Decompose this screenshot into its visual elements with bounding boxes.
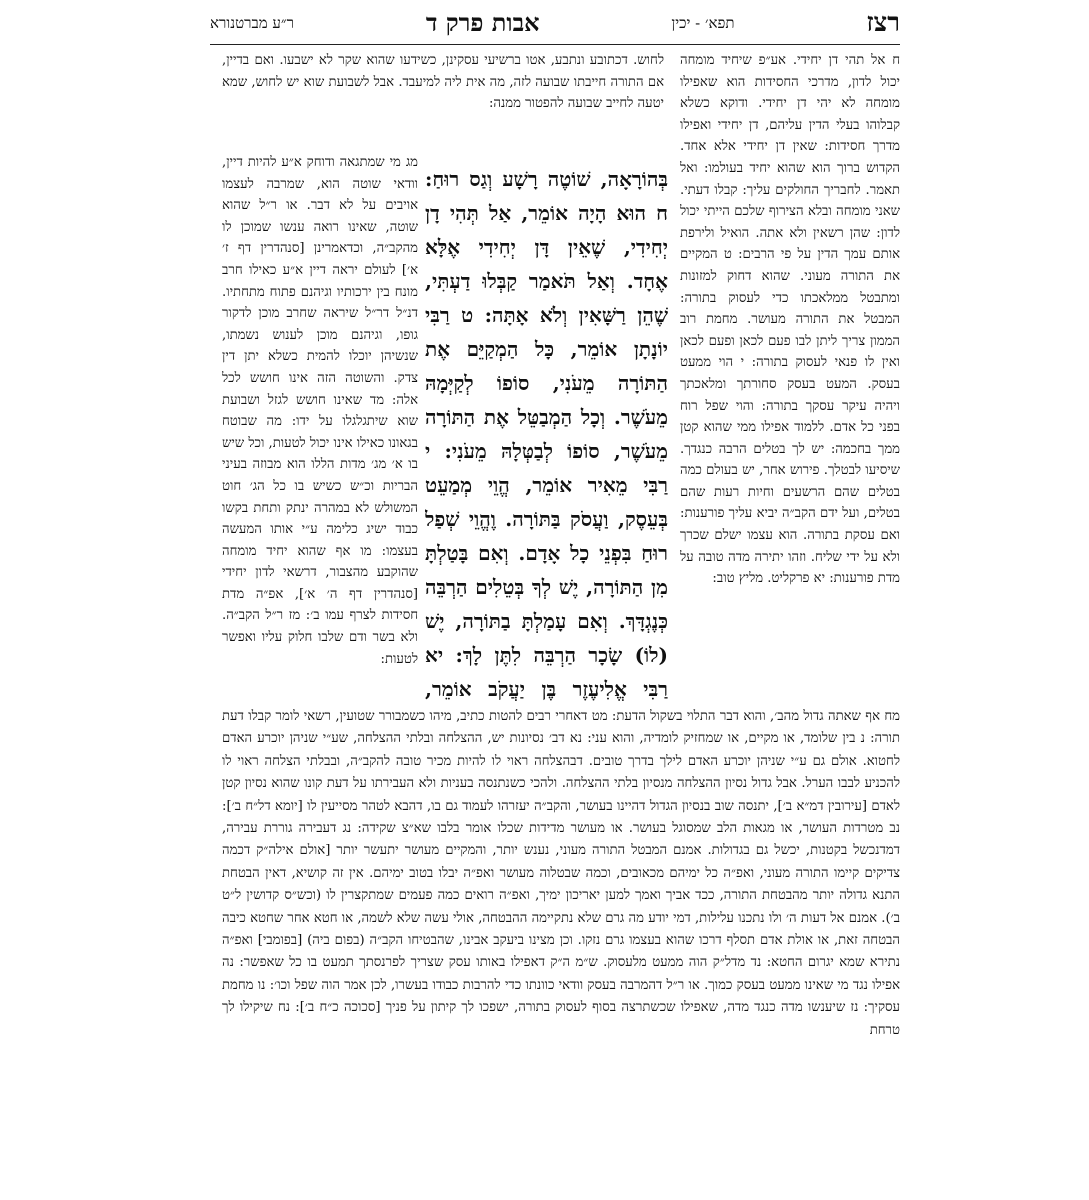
bartenura-commentary	[680, 50, 900, 710]
page-header	[210, 6, 900, 40]
page-title: אבות פרק ד	[425, 8, 540, 37]
mishnah-text: בְּהוֹרָאָה, שׁוֹטֶה רָשָׁע וְגַס רוּחַ: ח הוּא הָיָה אוֹמֵר, אַל תְּהִי דָן יְחִידִי, שֶׁאֵין דָּן יְחִידִי אֶלָּא אֶחָד. וְאַל תֹּאמַר קַבְּלוּ דַעְתִּי, שֶׁהֵן רַשָּׁאִין וְלֹא אָתָּה: ט רַבִּי יוֹנָתָן אוֹמֵר, כָּל הַמְקַיֵּם אֶת הַתּוֹרָה מֵעֹנִי, סוֹפוֹ לְקַיְּמָהּ מֵעֹשֶׁר. וְכָל הַמְבַטֵּל אֶת הַתּוֹרָה מֵעֹשֶׁר, סוֹפוֹ לְבַטְּלָהּ מֵעֹנִי: י רַבִּי מֵאִיר אוֹמֵר, הֱוֵי מְמַעֵט בְּעֵסֶק, וַעֲסֹק בַּתּוֹרָה. וֶהֱוֵי שְׁפַל רוּחַ בִּפְנֵי כָל אָדָם. וְאִם בָּטַלְתָּ מִן הַתּוֹרָה, יֶשׁ לְךָ בְּטֵלִים הַרְבֵּה כְּנֶגְדָּךְ. וְאִם עָמַלְתָּ בַתּוֹרָה, יֶשׁ (לוֹ) שָׂכָר הַרְבֵּה לִתֶּן לָךְ: יא רַבִּי אֱלִיעֶזֶר בֶּן יַעֲקֹב אוֹמֵר,	[425, 167, 668, 701]
page-range: תפא׳ - יכין	[671, 13, 735, 32]
bartenura-text: ח אל תהי דן יחידי. אע״פ שיחיד מומחה יכול לדון, מדרכי החסידות הוא שאפילו מומחה לא יהי דן יחידי. ודוקא כשלא קבלוהו בעלי הדין עליהם, דן יחידי ואפילו מדרך חסידות: שאין דן יחידי אלא אחד. הקדוש ברוך הוא שהוא יחיד בעולמו: ואל תאמר. לחבריך החולקים עליך: קבלו דעתי. שאני מומחה ובלא הצירוף שלכם הייתי יכול לדון: שהן רשאין ולא אתה. הואיל ולירפת אותם עמך הדין על פי הרבים: ט המקיים את התורה מעוני. שהוא דחוק למזונות ומתבטל ממלאכתו כדי לעסוק בתורה: המבטל את התורה מעושר. מחמת רוב הממון צריך ליתן לבו פעם לכאן ופעם לכאן ואין לו פנאי לעסוק בתורה: י הוי ממעט בעסק. המעט בעסק סחורתך ומלאכתך ויהיה עיקר עסקך בתורה: והוי שפל רוח בפני כל אדם. ללמוד אפילו ממי שהוא קטן ממך בחכמה: יש לך בטלים הרבה כנגדך. שיסיעו לבטלך. פירוש אחר, יש בעולם כמה בטלים שהם הרשעים וחיות רעות שהם בטלים, ועל ידם הקב״ה יביא עליך פורענות: ואם עסקת בתורה. הוא עצמו ישלם שכרך ולא על ידי שליח. וזהו יתירה מדה טובה על מדת פורענות: יא פרקליט. מליץ טוב:	[680, 53, 900, 587]
yachin-bottom-text: מח אף שאתה גדול מהב׳, והוא דבר התלוי בשקול הדעת: מט דאחרי רבים להטות כתיב, מיהו כשמבורר שטועין, רשאי לומר קבלו דעת תורה: נ בין שלומד, או מקיים, או שמחזיק לומדיה, והוא עני: נא דב׳ נסיונות יש, ההצלחה ובלתי ההצלחה, שע״י שניהן יוכרע האדם לחטוא. אולם גם ע״י שניהן יוכרע האדם לילך בדרך טובים. דבהצלחה ראוי לו להיות מכיר טובה להקב״ה, ובבלתי הצלחה ראוי לו להכניע לבבו הערל. אבל גדול נסיון ההצלחה מנסיון בלתי ההצלחה. ולהכי כשנתנסה בעניות ולא העבירתו על דעת קונו שהוא נסיון קטן לאדם [עירובין דמ״א ב׳], יתנסה שוב בנסיון הגדול דהיינו בעושר, והקב״ה יעזרהו לעמוד גם בו, דהבא לטהר מסייעין לו [יומא דל״ח ב׳]: נב מטרדות העושר, או מגאות הלב שמסוגל בעושר. או מעושר מדידות שכלו אומר בלבו שא״צ שקידה: נג דעבירה גוררת עבירה, דמדנכשל בקטנות, יכשל גם בגדולות. אמנם המבטל התורה מעוני, נענש יותר, והמקיים מעושר יתעשר יותר [אולם אילה״ק דכמה צדיקים קיימו התורה מעוני, ואפ״ה כל ימיהם מכאובים, וכמה שבטלוה מעושר ואפ״ה יבלו בטוב ימיהם. אין זה קושיא, דאין הבטחת התנא גדולה יותר מהבטחת התורה, ככד אביך ואמך למען יאריכון ימיך, ואפ״ה רואים כמה פעמים שמתקצרין לו (וכש״ס קדושין ל״ט ב׳). אמנם אל דעות ה׳ ולו נתכנו עלילות, דמי יודע מה גרם שלא נתקיימה ההבטחה, אולי עשה שלא לשמה, או חטא אחר שחטא כיבה הבטחה זאת, או אולת אדם תסלף דרכו שהוא בעצמו גרם נזקו. וכן מצינו ביעקב אבינו, שהבטיחו הקב״ה (בפום ביה) [בפומבי] ואפ״ה נתירא שמא יגרום החטא: נד מדל״ק הוה ממעט מלעסוק. ש״מ ה״ק דאפילו באותו עסק שצריך לפרנסתך תמעט בו כל שאפשר: נה אפילו נגד מי שאינו ממעט בעסק כמוך. או ר״ל דהמרבה בעסק וודאי כוונתו כדי להרבות כבודו בעשרו, לכן אמר הוה שפל וכו׳: נו מחמת עסקיך: נז שיענשו מדה כנגד מדה, שאפילו שכשתרצה בסוף לעסוק בתורה, ישפכו לך קיתון על פניך [סכוכה כ״ח ב׳]: נח שיקילו לך טרחת	[222, 709, 900, 1038]
yachin-text: מג מי שמתגאה ודוחק א״ע להיות דיין, וודאי שוטה הוא, שמרבה לעצמו אויבים על לא דבר. או ר״ל שהוא שוטה, שאינו רואה ענשו שמוכן לו מהקב״ה, וכדאמרינן [סנהדרין דף ז׳ א׳] לעולם יראה דיין א״ע כאילו חרב מונח בין ירכותיו וגיהנם פתוח מתחתיו. דנ״ל דר״ל שיראה שחרב מוכן לדקור גופו, וגיהנם מוכן לענוש נשמתו, שנשיהן יוכלו להמית כשלא יתן דין צדק. והשוטה הזה אינו חושש לכל אלה: מד שאינו חושש לגזל ושבועת שוא שיתגלגלו על ידו: מה שבוטח בגאונו כאילו אינו יכול לטעות, וכל שיש בו א׳ מג׳ מדות הללו הוא מבוזה בעיני הבריות וכ״ש כשיש בו כל הג׳ חוט המשולש לא במהרה ינתק ותחת בקשו כבוד ישיג כלימה ע״י אותו המעשה בעצמו: מו אף שהוא יחיד מומחה שהוקבע מהצבור, דרשאי לדון יחידי [סנהדרין דף ה׳ א׳], אפ״ה מדת חסידות לצרף עמו ב׳: מז ר״ל הקב״ה. ולא בשר ודם שלבו חלוק עליו ואפשר לטעות:	[222, 155, 418, 667]
page-number: רצז	[866, 8, 900, 38]
yachin-top-text: לחוש. דכתובע ונתבע, אטו ברשיעי עסקינן, כשידעו שהוא שקר לא ישבעו. ואם בדיין, אם התורה חייבתו שבועה לזה, מה אית ליה למיעבד. אבל לשבועת שוא יש לחוש, שמא יטעה לחייב שבועה להפטור ממנה:	[222, 53, 664, 112]
yachin-commentary-top	[222, 50, 664, 146]
yachin-commentary-bottom	[222, 706, 900, 1176]
mishnah-text-block	[425, 162, 668, 710]
yachin-commentary	[222, 152, 418, 712]
header-rule	[210, 44, 900, 45]
commentary-name: ר״ע מברטנורא	[210, 13, 294, 32]
